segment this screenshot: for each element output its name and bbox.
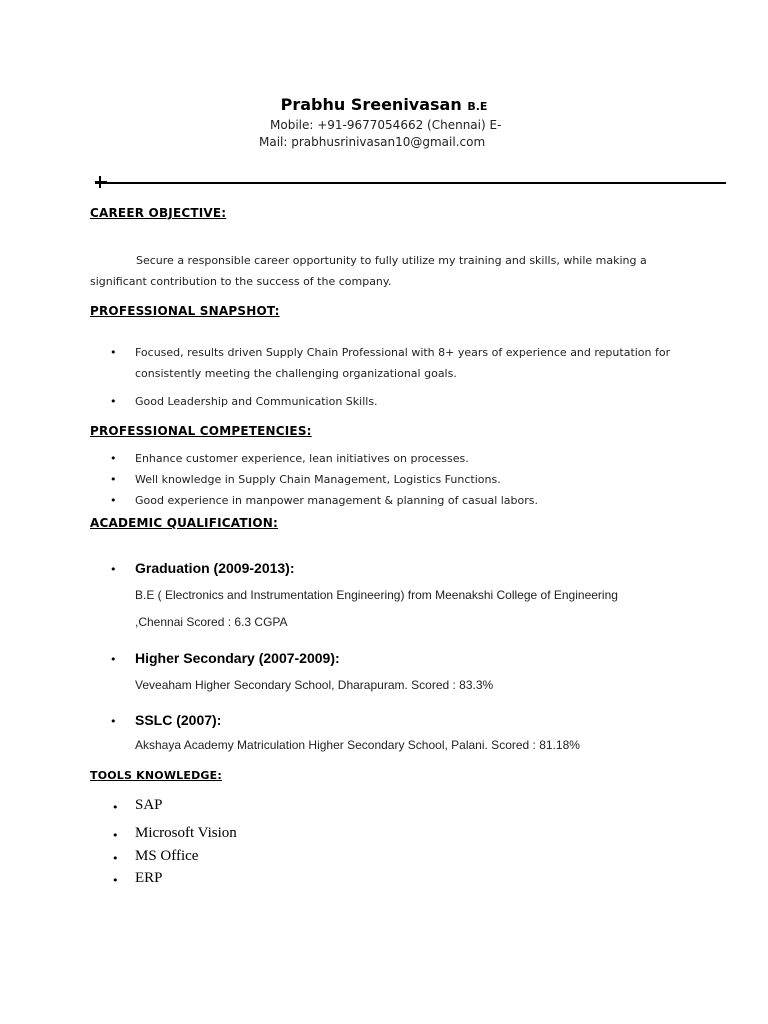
tool-item: Microsoft Vision bbox=[135, 825, 237, 841]
bullet-icon: • bbox=[112, 829, 119, 842]
bullet-icon: • bbox=[112, 874, 119, 887]
bullet-icon: • bbox=[110, 346, 117, 359]
candidate-name bbox=[0, 95, 768, 114]
bullet-icon: • bbox=[110, 452, 117, 465]
tools-heading: TOOLS KNOWLEDGE: bbox=[90, 769, 222, 782]
academic-heading: ACADEMIC QUALIFICATION: bbox=[90, 516, 279, 530]
higher-secondary-line: Veveaham Higher Secondary School, Dharapuram. Scored : 83.3% bbox=[135, 678, 494, 692]
competency-item: Enhance customer experience, lean initiatives on processes. bbox=[135, 452, 469, 465]
higher-secondary-title: Higher Secondary (2007-2009): bbox=[135, 650, 340, 666]
snapshot-item-1-line2: consistently meeting the challenging organizational goals. bbox=[135, 367, 457, 380]
career-objective-line1: Secure a responsible career opportunity to fully utilize my training and skills, while making a bbox=[136, 254, 647, 267]
bullet-icon: • bbox=[110, 715, 117, 728]
career-objective-line2: significant contribution to the success of the company. bbox=[90, 275, 392, 288]
bullet-icon: • bbox=[112, 852, 119, 865]
bullet-icon: • bbox=[112, 801, 119, 814]
competency-item: Good experience in manpower management & planning of casual labors. bbox=[135, 494, 539, 507]
graduation-line1: B.E ( Electronics and Instrumentation Engineering) from Meenakshi College of Engineering bbox=[135, 588, 618, 602]
bullet-icon: • bbox=[110, 395, 117, 408]
contact-mobile: Mobile: +91-9677054662 (Chennai) E- bbox=[270, 118, 502, 132]
bullet-icon: • bbox=[110, 653, 117, 666]
bullet-icon: • bbox=[110, 473, 117, 486]
tool-item: SAP bbox=[135, 797, 163, 813]
bullet-icon: • bbox=[110, 494, 117, 507]
career-objective-heading: CAREER OBJECTIVE: bbox=[90, 206, 227, 220]
sslc-line: Akshaya Academy Matriculation Higher Secondary School, Palani. Scored : 81.18% bbox=[135, 738, 580, 752]
tool-item: MS Office bbox=[135, 848, 199, 864]
snapshot-item-1-line1: Focused, results driven Supply Chain Professional with 8+ years of experience and reputation for bbox=[135, 346, 671, 359]
tool-item: ERP bbox=[135, 870, 163, 886]
graduation-line2: ,Chennai Scored : 6.3 CGPA bbox=[135, 615, 288, 629]
sslc-title: SSLC (2007): bbox=[135, 712, 222, 728]
professional-snapshot-heading: PROFESSIONAL SNAPSHOT: bbox=[90, 304, 280, 318]
divider-mark-horizontal bbox=[95, 181, 107, 183]
snapshot-item-2: Good Leadership and Communication Skills. bbox=[135, 395, 378, 408]
degree-text: B.E bbox=[467, 100, 488, 113]
contact-email: Mail: prabhusrinivasan10@gmail.com bbox=[259, 135, 486, 149]
competencies-heading: PROFESSIONAL COMPETENCIES: bbox=[90, 424, 312, 438]
name-text: Prabhu Sreenivasan bbox=[280, 95, 462, 114]
header-divider bbox=[95, 182, 726, 184]
competency-item: Well knowledge in Supply Chain Management, Logistics Functions. bbox=[135, 473, 501, 486]
graduation-title: Graduation (2009-2013): bbox=[135, 560, 295, 576]
bullet-icon: • bbox=[110, 563, 117, 576]
